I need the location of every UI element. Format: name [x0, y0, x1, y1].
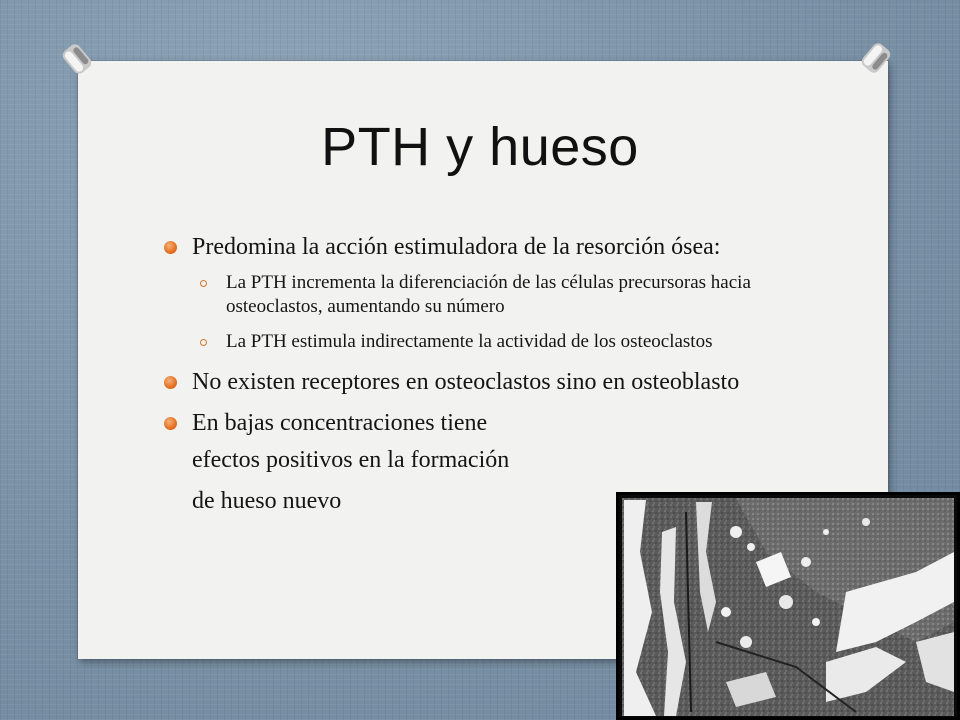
- bullet-dot-icon: [164, 241, 177, 254]
- bullet-continuation: de hueso nuevo: [192, 488, 342, 514]
- bullet-dot-icon: [164, 376, 177, 389]
- bullet-item: [162, 230, 802, 265]
- bullet-text: No existen receptores en osteoclastos sino en osteoblasto: [192, 369, 740, 395]
- pushpin-right-icon: [856, 38, 896, 78]
- pushpin-left-icon: [57, 39, 97, 79]
- sub-bullet-text: La PTH incrementa la diferenciación de las células precursoras hacia osteoclastos, aumentando su número: [226, 272, 751, 317]
- sub-bullet-ring-icon: [200, 280, 207, 287]
- bullet-text: Predomina la acción estimuladora de la resorción ósea:: [192, 234, 721, 260]
- bone-micrograph-icon: [616, 492, 960, 720]
- sub-bullet-item: [162, 330, 802, 354]
- bullet-text: En bajas concentraciones tiene: [192, 410, 488, 436]
- bullet-continuation: efectos positivos en la formación: [192, 447, 510, 473]
- bullet-item: [162, 365, 782, 400]
- slide-content: [162, 230, 802, 519]
- bullet-dot-icon: [164, 417, 177, 430]
- bullet-item: [162, 406, 802, 441]
- sub-bullet-text: La PTH estimula indirectamente la actividad de los osteoclastos: [226, 331, 713, 352]
- bone-histology-image: [616, 492, 960, 720]
- slide-title: PTH y hueso: [321, 117, 639, 177]
- sub-bullet-item: [162, 271, 802, 319]
- sub-bullet-ring-icon: [200, 339, 207, 346]
